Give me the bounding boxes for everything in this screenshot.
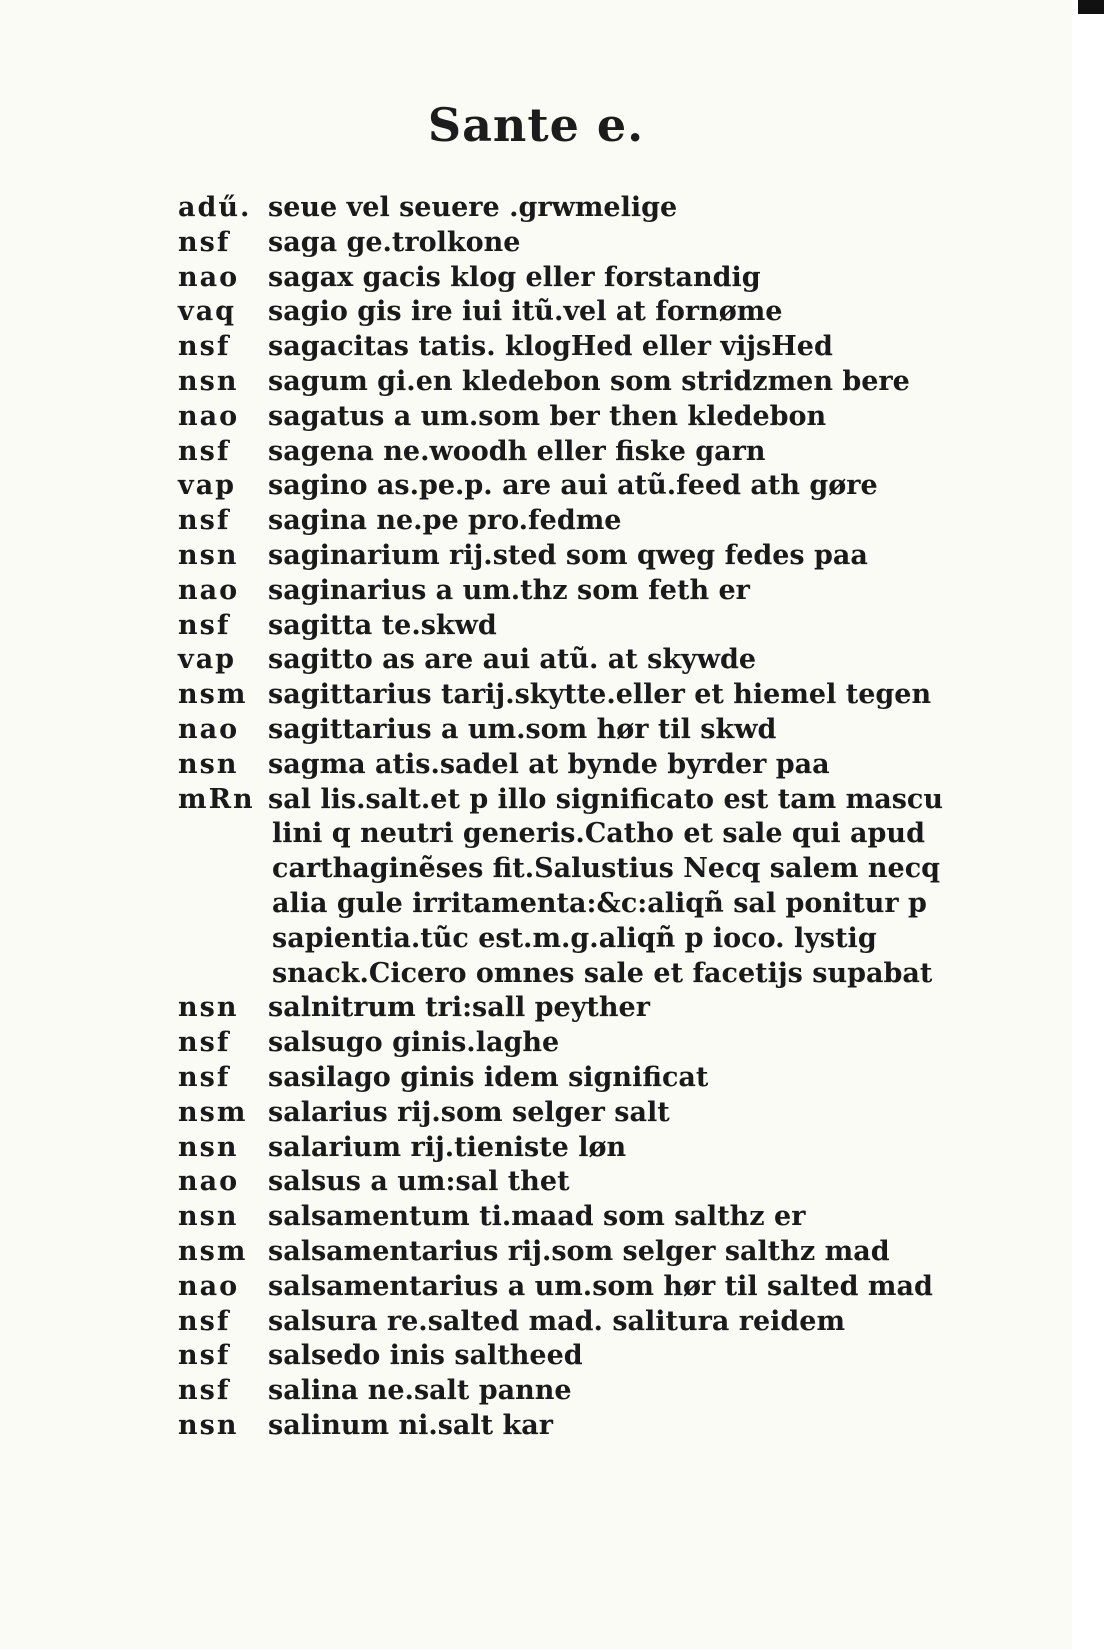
entry-text: salsamentarius rij.som selger salthz mad: [268, 1235, 890, 1267]
entry-text: sagino as.pe.p. are aui atũ.feed ath gøre: [268, 470, 878, 502]
entry-row: [0, 1270, 1072, 1305]
grammar-code: nao: [178, 1166, 240, 1198]
entry-row: [0, 1096, 1072, 1131]
entry-row: [0, 191, 1072, 226]
entry-row: [0, 261, 1072, 296]
entry-row: [0, 1200, 1072, 1235]
entry-row: [0, 1026, 1072, 1061]
entry-row: [0, 435, 1072, 470]
entry-row: [0, 678, 1072, 713]
entry-row: [0, 1305, 1072, 1340]
entry-row: [0, 226, 1072, 261]
grammar-code: nao: [178, 1270, 240, 1302]
entry-text: sagina ne.pe pro.fedme: [268, 505, 622, 537]
entry-row: [0, 539, 1072, 574]
grammar-code: nsm: [178, 1235, 248, 1267]
grammar-code: nsf: [178, 1340, 231, 1372]
entry-text: salsus a um:sal thet: [268, 1166, 570, 1198]
entry-row: [0, 643, 1072, 678]
entry-text: snack.Cicero omnes sale et facetijs supabat: [272, 957, 933, 989]
grammar-code: nao: [178, 574, 240, 606]
grammar-code: nao: [178, 713, 240, 745]
entry-row: [0, 991, 1072, 1026]
entry-text: salsamentum ti.maad som salthz er: [268, 1201, 806, 1233]
entry-text: salsamentarius a um.som hør til salted mad: [268, 1270, 933, 1302]
grammar-code: nsf: [178, 505, 231, 537]
entry-row: [0, 1131, 1072, 1166]
entry-text: sagitto as are aui atũ. at skywde: [268, 644, 757, 676]
entry-text: saga ge.trolkone: [268, 226, 521, 258]
grammar-code: nsf: [178, 1061, 231, 1093]
grammar-code: nsf: [178, 331, 231, 363]
grammar-code: nsm: [178, 679, 248, 711]
entry-text: sapientia.tũc est.m.g.aliqñ p ioco. lystig: [272, 922, 877, 954]
entry-row: [0, 1339, 1072, 1374]
entry-text: sagena ne.woodh eller fiske garn: [268, 435, 766, 467]
entry-text: sagitta te.skwd: [268, 609, 497, 641]
entry-text: sagatus a um.som ber then kledebon: [268, 400, 827, 432]
grammar-code: nsf: [178, 435, 231, 467]
grammar-code: nsn: [178, 748, 239, 780]
grammar-code: nsn: [178, 1409, 239, 1441]
entry-text: saginarium rij.sted som qweg fedes paa: [268, 539, 868, 571]
grammar-code: vap: [178, 644, 237, 676]
grammar-code: nsn: [178, 992, 239, 1024]
entry-row: [0, 1409, 1072, 1444]
grammar-code: nsf: [178, 609, 231, 641]
grammar-code: adű.: [178, 192, 252, 223]
entry-row: [0, 748, 1072, 783]
entry-row: [0, 365, 1072, 400]
dictionary-entries: [0, 191, 1072, 1444]
entry-text: sagittarius tarij.skytte.eller et hiemel tegen: [268, 679, 932, 711]
grammar-code: nao: [178, 400, 240, 432]
entry-text: carthaginẽses fit.Salustius Necq salem necq: [272, 853, 941, 885]
entry-text: sagittarius a um.som hør til skwd: [268, 713, 777, 745]
entry-row: [0, 574, 1072, 609]
entry-continuation-row: [0, 852, 1072, 887]
entry-continuation-row: [0, 817, 1072, 852]
grammar-code: nsm: [178, 1096, 248, 1128]
entry-row: [0, 295, 1072, 330]
entry-row: [0, 1374, 1072, 1409]
entry-row: [0, 400, 1072, 435]
entry-text: salarium rij.tieniste løn: [268, 1131, 627, 1163]
entry-text: salina ne.salt panne: [268, 1375, 572, 1407]
entry-row: [0, 469, 1072, 504]
grammar-code: nsn: [178, 539, 239, 571]
page-edge: [1072, 0, 1104, 1649]
entry-continuation-row: [0, 887, 1072, 922]
entry-continuation-row: [0, 922, 1072, 957]
entry-text: sagum gi.en kledebon som stridzmen bere: [268, 365, 910, 397]
grammar-code: nsf: [178, 1375, 231, 1407]
entry-row: [0, 609, 1072, 644]
entry-text: salinum ni.salt kar: [268, 1409, 553, 1441]
entry-text: sagax gacis klog eller forstandig: [268, 261, 761, 293]
grammar-code: nsn: [178, 365, 239, 397]
entry-text: alia gule irritamenta:&c:aliqñ sal ponitur p: [272, 887, 927, 919]
entry-text: salsugo ginis.laghe: [268, 1027, 560, 1059]
grammar-code: nsn: [178, 1201, 239, 1233]
entry-text: sal lis.salt.et p illo significato est tam mascu: [268, 783, 943, 815]
grammar-code: vaq: [178, 296, 237, 328]
grammar-code: nsf: [178, 1027, 231, 1059]
entry-text: saginarius a um.thz som feth er: [268, 574, 750, 606]
entry-text: lini q neutri generis.Catho et sale qui apud: [272, 818, 925, 850]
grammar-code: vap: [178, 470, 237, 502]
entry-row: [0, 1165, 1072, 1200]
edge-mark: [1078, 0, 1104, 14]
entry-continuation-row: [0, 957, 1072, 992]
entry-text: salnitrum tri:sall peyther: [268, 992, 650, 1024]
grammar-code: nao: [178, 261, 240, 293]
grammar-code: mRn: [178, 783, 255, 815]
entry-text: sasilago ginis idem significat: [268, 1061, 709, 1093]
entry-text: sagacitas tatis. klogHed eller vijsHed: [268, 331, 833, 363]
entry-row: [0, 1061, 1072, 1096]
entry-row: [0, 504, 1072, 539]
entry-text: seue vel seuere .grwmelige: [268, 192, 678, 223]
entry-text: sagio gis ire iui itũ.vel at fornøme: [268, 296, 783, 328]
entry-text: sagma atis.sadel at bynde byrder paa: [268, 748, 830, 780]
grammar-code: nsn: [178, 1131, 239, 1163]
entry-text: salsedo inis saltheed: [268, 1340, 583, 1372]
grammar-code: nsf: [178, 1305, 231, 1337]
entry-row: [0, 1235, 1072, 1270]
entry-row: [0, 783, 1072, 818]
entry-row: [0, 713, 1072, 748]
page-heading: Sante e.: [427, 98, 645, 152]
grammar-code: nsf: [178, 226, 231, 258]
entry-row: [0, 330, 1072, 365]
entry-text: salsura re.salted mad. salitura reidem: [268, 1305, 846, 1337]
entry-text: salarius rij.som selger salt: [268, 1096, 670, 1128]
